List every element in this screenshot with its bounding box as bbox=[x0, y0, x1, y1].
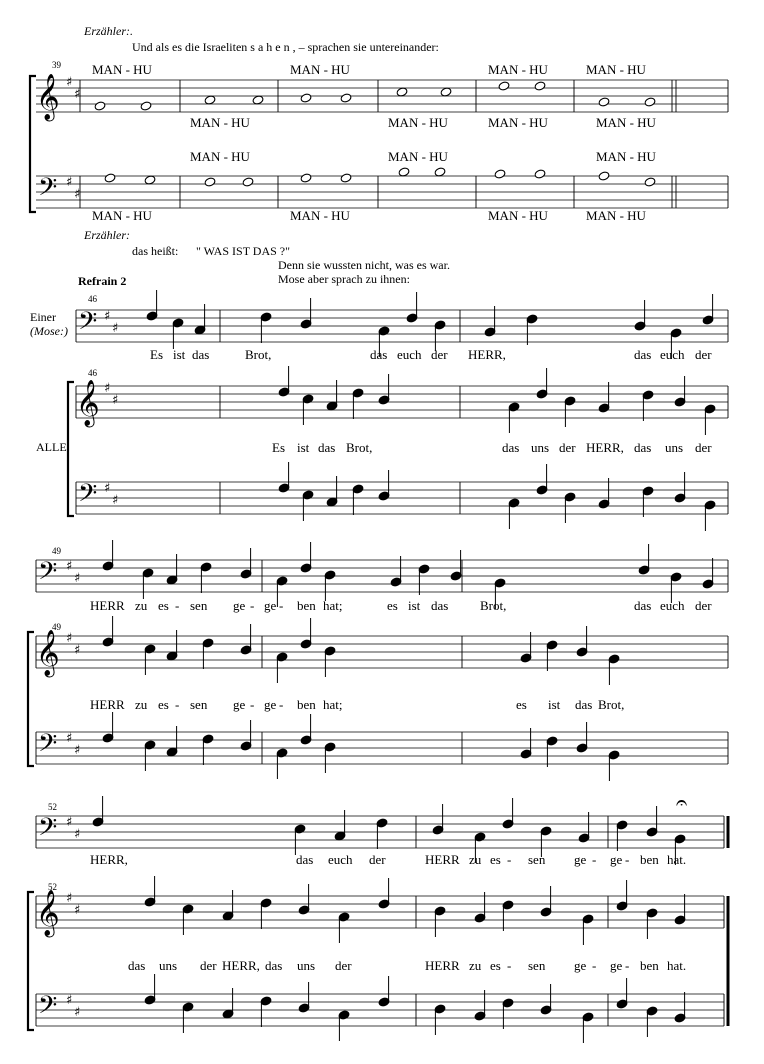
lyric: zu bbox=[469, 958, 482, 973]
lyric: HERR bbox=[90, 598, 125, 613]
notehead bbox=[140, 101, 152, 111]
notehead bbox=[534, 169, 546, 179]
lyric-manhu: MAN - HU bbox=[388, 149, 448, 164]
lyric: zu bbox=[469, 852, 482, 867]
lyric: HERR bbox=[425, 852, 460, 867]
lyric: Brot, bbox=[346, 440, 373, 455]
sharp-icon: ♯ bbox=[66, 891, 73, 906]
lyric-manhu: MAN - HU bbox=[388, 115, 448, 130]
lyric: euch bbox=[397, 347, 422, 362]
lyric: - bbox=[625, 852, 630, 867]
notehead bbox=[300, 173, 312, 183]
narration-line1-left: das heißt: bbox=[132, 244, 179, 258]
lyric: das bbox=[296, 852, 314, 867]
refrain-title: Refrain 2 bbox=[78, 274, 127, 288]
lyric: das bbox=[634, 347, 652, 362]
lyric: ben bbox=[640, 958, 659, 973]
lyric: - bbox=[175, 697, 180, 712]
lyric: ben bbox=[640, 852, 659, 867]
notehead bbox=[644, 97, 656, 107]
lyric: ge bbox=[610, 852, 623, 867]
lyric: der bbox=[369, 852, 386, 867]
lyric: HERR, bbox=[586, 440, 624, 455]
sharp-icon: ♯ bbox=[112, 321, 119, 336]
lyric: ge bbox=[574, 958, 587, 973]
lyric: hat; bbox=[323, 598, 343, 613]
lyric: Brot, bbox=[480, 598, 507, 613]
notehead bbox=[340, 93, 352, 103]
lyric-manhu: MAN - HU bbox=[290, 62, 350, 77]
sharp-icon: ♯ bbox=[66, 175, 73, 190]
notehead bbox=[534, 81, 546, 91]
lyric: Es bbox=[150, 347, 163, 362]
bass-clef-icon: 𝄢 bbox=[38, 557, 58, 592]
notehead bbox=[598, 97, 610, 107]
lyric: ist bbox=[297, 440, 310, 455]
notehead bbox=[498, 81, 510, 91]
treble-clef-icon: 𝄞 bbox=[76, 380, 100, 426]
treble-clef-icon: 𝄞 bbox=[36, 74, 60, 120]
lyric: ge bbox=[610, 958, 623, 973]
lyric: - bbox=[279, 598, 284, 613]
lyric: ge bbox=[264, 598, 277, 613]
sharp-icon: ♯ bbox=[74, 187, 81, 202]
lyric: Brot, bbox=[245, 347, 272, 362]
treble-clef-icon: 𝄞 bbox=[36, 630, 60, 676]
lyric: ge bbox=[264, 697, 277, 712]
lyric-manhu: MAN - HU bbox=[92, 62, 152, 77]
bass-clef-icon: 𝄢 bbox=[38, 173, 58, 208]
bass-clef-icon: 𝄢 bbox=[38, 813, 58, 848]
sharp-icon: ♯ bbox=[66, 631, 73, 646]
narration-line2: Denn sie wussten nicht, was es war. bbox=[278, 258, 450, 272]
lyric: das bbox=[370, 347, 388, 362]
lyric-manhu: MAN - HU bbox=[488, 208, 548, 223]
lyric: HERR, bbox=[90, 852, 128, 867]
lyric: es bbox=[387, 598, 398, 613]
lyric: - bbox=[592, 852, 597, 867]
system-bracket bbox=[28, 892, 34, 1030]
sharp-icon: ♯ bbox=[74, 1005, 81, 1020]
lyric: ist bbox=[408, 598, 421, 613]
notehead bbox=[434, 167, 446, 177]
measure-number-46-choir: 46 bbox=[88, 368, 97, 378]
notehead bbox=[204, 177, 216, 187]
lyric-manhu: MAN - HU bbox=[190, 149, 250, 164]
sharp-icon: ♯ bbox=[74, 571, 81, 586]
lyric: - bbox=[507, 958, 512, 973]
lyric: ge bbox=[574, 852, 587, 867]
sharp-icon: ♯ bbox=[74, 643, 81, 658]
lyric: - bbox=[175, 598, 180, 613]
sharp-icon: ♯ bbox=[66, 559, 73, 574]
lyric: der bbox=[335, 958, 352, 973]
lyric-manhu: MAN - HU bbox=[92, 208, 152, 223]
sharp-icon: ♯ bbox=[66, 993, 73, 1008]
measure-number-52-choir: 52 bbox=[48, 882, 57, 892]
lyric: es bbox=[490, 958, 501, 973]
lyric: Es bbox=[272, 440, 285, 455]
sharp-icon: ♯ bbox=[74, 903, 81, 918]
lyric: uns bbox=[297, 958, 316, 973]
notehead bbox=[494, 169, 506, 179]
lyric: sen bbox=[528, 958, 546, 973]
sharp-icon: ♯ bbox=[104, 481, 111, 496]
lyric: sen bbox=[190, 697, 208, 712]
lyric-manhu: MAN - HU bbox=[290, 208, 350, 223]
measure-number-39: 39 bbox=[52, 60, 61, 70]
treble-clef-icon: 𝄞 bbox=[36, 890, 60, 936]
narration-line3: Mose aber sprach zu ihnen: bbox=[278, 272, 410, 286]
lyric: es bbox=[158, 697, 169, 712]
notehead bbox=[300, 93, 312, 103]
solo-label-einer: Einer bbox=[30, 310, 56, 324]
lyric: das bbox=[634, 440, 652, 455]
system-bracket bbox=[68, 382, 74, 516]
lyric: ben bbox=[297, 598, 316, 613]
choir-label-alle: ALLE bbox=[36, 440, 67, 454]
lyric: uns bbox=[665, 440, 684, 455]
lyric: es bbox=[490, 852, 501, 867]
sharp-icon: ♯ bbox=[112, 393, 119, 408]
lyric: Brot, bbox=[598, 697, 625, 712]
lyric: - bbox=[507, 852, 512, 867]
lyric-manhu: MAN - HU bbox=[190, 115, 250, 130]
lyric: es bbox=[516, 697, 527, 712]
intro-narration: Und als es die Israeliten s a h e n , – sprachen sie untereinander: bbox=[132, 40, 439, 54]
lyric: HERR, bbox=[468, 347, 506, 362]
lyric: zu bbox=[135, 598, 148, 613]
narrator-label-middle: Erzähler: bbox=[84, 228, 130, 242]
notehead bbox=[644, 177, 656, 187]
bass-clef-icon: 𝄢 bbox=[78, 307, 98, 342]
lyric: hat. bbox=[667, 852, 687, 867]
notehead bbox=[104, 173, 116, 183]
notehead bbox=[396, 87, 408, 97]
sharp-icon: ♯ bbox=[112, 493, 119, 508]
sharp-icon: ♯ bbox=[66, 75, 73, 90]
notehead bbox=[440, 87, 452, 97]
lyric: zu bbox=[135, 697, 148, 712]
notehead bbox=[252, 95, 264, 105]
system-bracket bbox=[28, 632, 34, 766]
bass-clef-icon: 𝄢 bbox=[78, 479, 98, 514]
measure-number-49: 49 bbox=[52, 546, 61, 556]
lyric: ben bbox=[297, 697, 316, 712]
sharp-icon: ♯ bbox=[66, 731, 73, 746]
lyric: der bbox=[695, 440, 712, 455]
lyric: - bbox=[592, 958, 597, 973]
lyric: euch bbox=[328, 852, 353, 867]
sharp-icon: ♯ bbox=[66, 815, 73, 830]
lyric: das bbox=[502, 440, 520, 455]
lyric: der bbox=[559, 440, 576, 455]
lyric: hat. bbox=[667, 958, 687, 973]
lyric: euch bbox=[660, 598, 685, 613]
lyric: ge bbox=[233, 598, 246, 613]
lyric: das bbox=[634, 598, 652, 613]
bass-clef-icon: 𝄢 bbox=[38, 991, 58, 1026]
lyric: das bbox=[265, 958, 283, 973]
narrator-label-intro: Erzähler:. bbox=[84, 24, 133, 38]
lyric: das bbox=[575, 697, 593, 712]
lyric-manhu: MAN - HU bbox=[596, 115, 656, 130]
lyric: ist bbox=[548, 697, 561, 712]
lyric-manhu: MAN - HU bbox=[586, 62, 646, 77]
lyric: - bbox=[250, 697, 255, 712]
lyric: hat; bbox=[323, 697, 343, 712]
lyric: HERR, bbox=[222, 958, 260, 973]
notehead bbox=[340, 173, 352, 183]
fermata-icon: 𝄐 bbox=[676, 792, 688, 814]
lyric: - bbox=[625, 958, 630, 973]
lyric: es bbox=[158, 598, 169, 613]
lyric: euch bbox=[660, 347, 685, 362]
measure-number-49-choir: 49 bbox=[52, 622, 61, 632]
sharp-icon: ♯ bbox=[104, 309, 111, 324]
notehead bbox=[598, 171, 610, 181]
lyric: ge bbox=[233, 697, 246, 712]
lyric: das bbox=[431, 598, 449, 613]
measure-number-46: 46 bbox=[88, 294, 97, 304]
lyric: der bbox=[200, 958, 217, 973]
lyric: das bbox=[128, 958, 146, 973]
sharp-icon: ♯ bbox=[74, 87, 81, 102]
notehead bbox=[242, 177, 254, 187]
lyric: das bbox=[318, 440, 336, 455]
sharp-icon: ♯ bbox=[104, 381, 111, 396]
lyric: der bbox=[431, 347, 448, 362]
notehead bbox=[398, 167, 410, 177]
sharp-icon: ♯ bbox=[74, 743, 81, 758]
lyric: HERR bbox=[90, 697, 125, 712]
lyric: uns bbox=[159, 958, 178, 973]
lyric: uns bbox=[531, 440, 550, 455]
narration-line1-right: " WAS IST DAS ?" bbox=[196, 244, 291, 258]
bass-clef-icon: 𝄢 bbox=[38, 729, 58, 764]
notehead bbox=[204, 95, 216, 105]
lyric: sen bbox=[190, 598, 208, 613]
notehead bbox=[144, 175, 156, 185]
lyric: sen bbox=[528, 852, 546, 867]
lyric: das bbox=[192, 347, 210, 362]
lyric-manhu: MAN - HU bbox=[586, 208, 646, 223]
lyric: ist bbox=[173, 347, 186, 362]
lyric: HERR bbox=[425, 958, 460, 973]
lyric-manhu: MAN - HU bbox=[596, 149, 656, 164]
sharp-icon: ♯ bbox=[74, 827, 81, 842]
lyric: der bbox=[695, 347, 712, 362]
notehead bbox=[94, 101, 106, 111]
measure-number-52: 52 bbox=[48, 802, 57, 812]
lyric-manhu: MAN - HU bbox=[488, 62, 548, 77]
lyric: - bbox=[250, 598, 255, 613]
lyric-manhu: MAN - HU bbox=[488, 115, 548, 130]
lyric: der bbox=[695, 598, 712, 613]
lyric: - bbox=[279, 697, 284, 712]
solo-label-mose: (Mose:) bbox=[30, 324, 68, 338]
